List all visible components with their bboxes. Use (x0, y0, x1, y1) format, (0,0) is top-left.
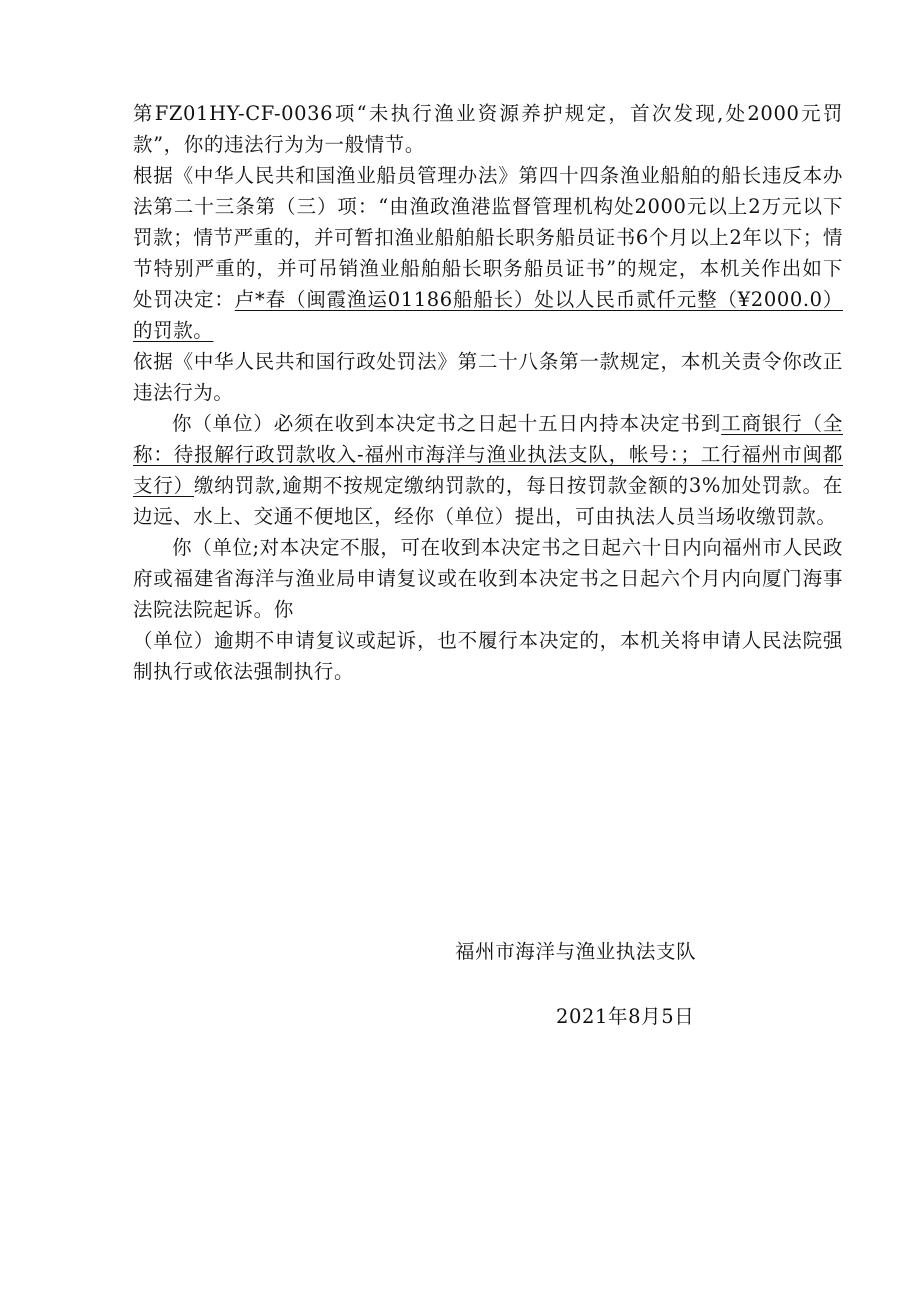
issuing-organization: 福州市海洋与渔业执法支队 (455, 940, 697, 963)
paragraph-violation-item: 第FZ01HY-CF-0036项“未执行渔业资源养护规定，首次发现,处2000元罚款”，你的违法行为为一般情节。 (133, 102, 843, 156)
paragraph-appeal-rights: 你（单位;对本决定不服，可在收到本决定书之日起六十日内向福州市人民政府或福建省海洋与渔业局申请复议或在收到本决定书之日起六个月内向厦门海事法院法院起诉。你 (133, 536, 843, 621)
payment-text-rest: 缴纳罚款,逾期不按规定缴纳罚款的，每日按罚款金额的3%加处罚款。在边远、水上、交通不便地区，经你（单位）提出，可由执法人员当场收缴罚款。 (133, 474, 843, 528)
legal-basis-text: 根据《中华人民共和国渔业船员管理办法》第四十四条渔业船舶的船长违反本办法第二十三条第（三）项：“由渔政渔港监督管理机构处2000元以上2万元以下罚款；情节严重的，并可暂扣渔业船舶船长职务船员证书6个月以上2年以下；情节特别严重的，并可吊销渔业船舶船长职务船员证书”的规定，本机关作出如下处罚决定： (133, 164, 843, 311)
decision-body (133, 98, 843, 687)
paragraph-payment-instructions (133, 408, 843, 532)
paragraph-enforcement: （单位）逾期不申请复议或起诉，也不履行本决定的，本机关将申请人民法院强制执行或依法强制执行。 (133, 629, 843, 683)
paragraph-legal-basis (133, 160, 843, 346)
penalty-decision: 卢*春（闽霞渔运01186船船长）处以人民币贰仟元整（¥2000.0）的罚款。 (133, 288, 843, 342)
issue-date: 2021年8月5日 (556, 1005, 695, 1028)
paragraph-correction-order: 依据《中华人民共和国行政处罚法》第二十八条第一款规定，本机关责令你改正违法行为。 (133, 350, 843, 404)
payment-text-intro: 你（单位）必须在收到本决定书之日起十五日内持本决定书到 (172, 412, 722, 435)
payment-bank-info: 工商银行（全称：待报解行政罚款收入-福州市海洋与渔业执法支队，帐号：；工行福州市闽都支行） (133, 412, 843, 497)
